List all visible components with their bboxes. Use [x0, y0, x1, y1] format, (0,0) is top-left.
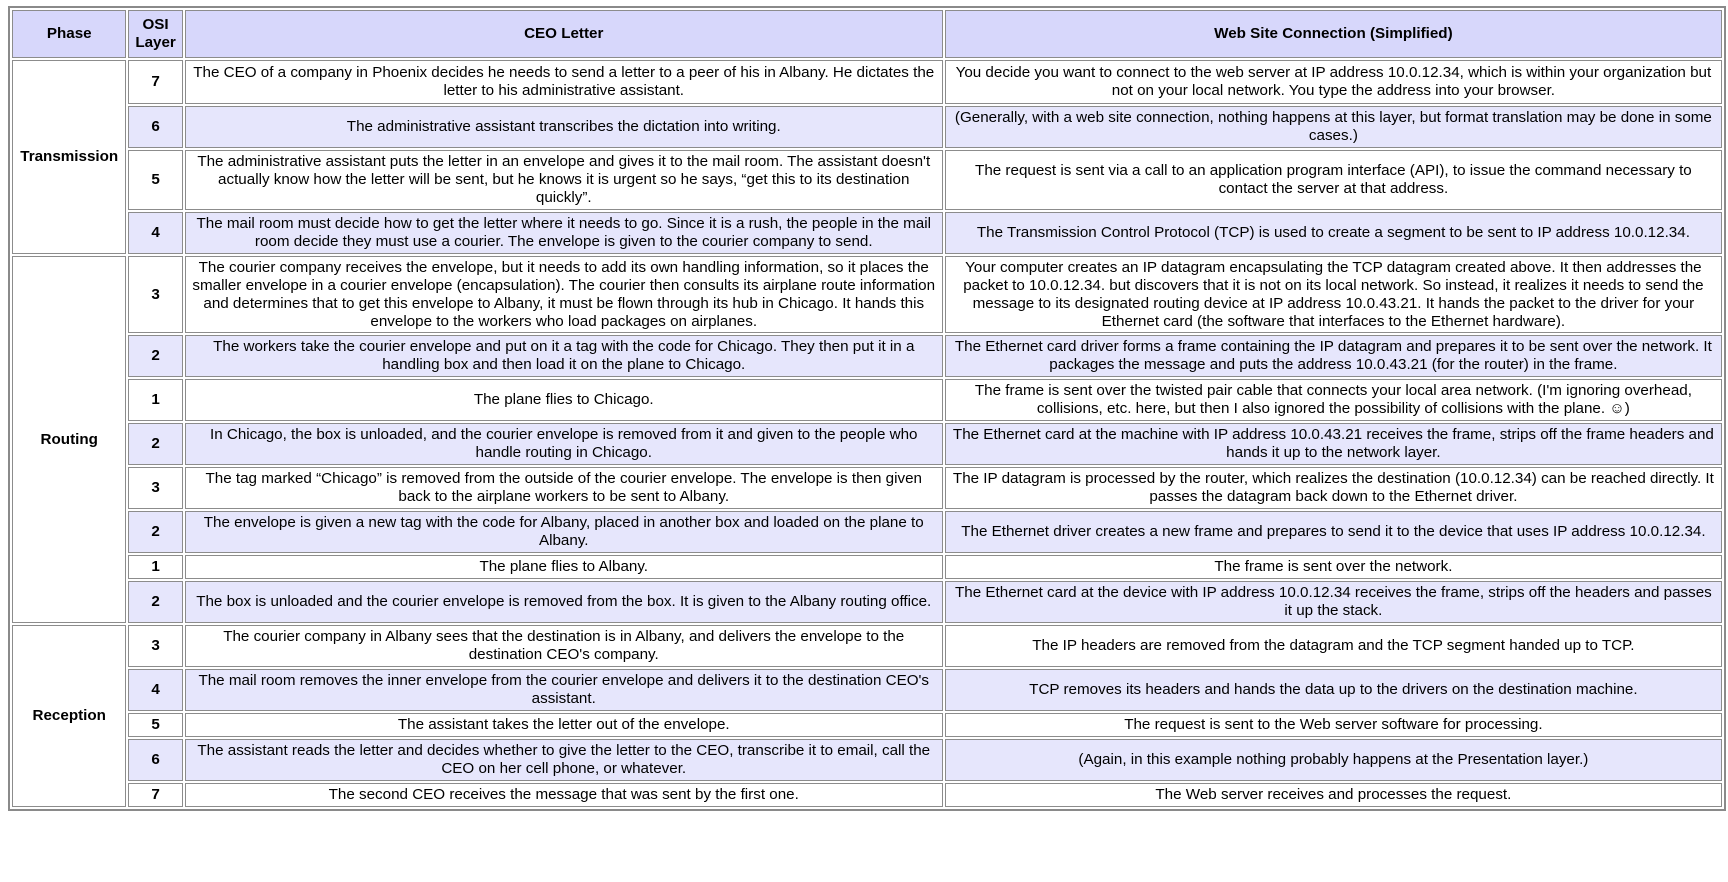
ceo-letter-cell: The mail room must decide how to get the letter where it needs to go. Since it is a rush, the people in the mail room decide they must use a courier. The envelope is given to the courier company to send.: [185, 212, 943, 254]
ceo-letter-cell: The administrative assistant transcribes the dictation into writing.: [185, 106, 943, 148]
layer-cell: 5: [128, 713, 182, 737]
ceo-letter-cell: The assistant reads the letter and decides whether to give the letter to the CEO, transcribe it to email, call the CEO on her cell phone, or whatever.: [185, 739, 943, 781]
web-site-cell: The IP headers are removed from the datagram and the TCP segment handed up to TCP.: [945, 625, 1722, 667]
table-row: [12, 783, 1722, 807]
layer-cell: 3: [128, 467, 182, 509]
ceo-letter-cell: The plane flies to Chicago.: [185, 379, 943, 421]
table-row: [12, 335, 1722, 377]
ceo-letter-cell: In Chicago, the box is unloaded, and the courier envelope is removed from it and given to the people who handle routing in Chicago.: [185, 423, 943, 465]
web-site-cell: The IP datagram is processed by the router, which realizes the destination (10.0.12.34) can be reached directly. It passes the datagram back down to the Ethernet driver.: [945, 467, 1722, 509]
web-site-cell: The request is sent via a call to an application program interface (API), to issue the command necessary to contact the server at that address.: [945, 150, 1722, 210]
layer-cell: 2: [128, 581, 182, 623]
web-site-cell: The Ethernet driver creates a new frame and prepares to send it to the device that uses IP address 10.0.12.34.: [945, 511, 1722, 553]
web-site-cell: The Web server receives and processes the request.: [945, 783, 1722, 807]
table-row: [12, 212, 1722, 254]
table-row: [12, 423, 1722, 465]
web-site-cell: The frame is sent over the network.: [945, 555, 1722, 579]
ceo-letter-cell: The workers take the courier envelope and put on it a tag with the code for Chicago. They then put it in a handling box and then load it on the plane to Chicago.: [185, 335, 943, 377]
layer-cell: 1: [128, 379, 182, 421]
layer-cell: 7: [128, 60, 182, 104]
ceo-letter-cell: The second CEO receives the message that was sent by the first one.: [185, 783, 943, 807]
web-site-cell: (Again, in this example nothing probably happens at the Presentation layer.): [945, 739, 1722, 781]
web-site-cell: The request is sent to the Web server software for processing.: [945, 713, 1722, 737]
web-site-cell: (Generally, with a web site connection, nothing happens at this layer, but format translation may be done in some cases.): [945, 106, 1722, 148]
web-site-cell: The Ethernet card driver forms a frame containing the IP datagram and prepares it to be sent over the network. It packages the message and puts the address 10.0.43.21 (for the router) in the frame.: [945, 335, 1722, 377]
table-row: [12, 379, 1722, 421]
layer-cell: 6: [128, 739, 182, 781]
layer-cell: 2: [128, 511, 182, 553]
web-site-cell: The frame is sent over the twisted pair cable that connects your local area network. (I'm ignoring overhead, collisions, etc. here, but then I also ignored the possibility of collisions with the plane. ☺): [945, 379, 1722, 421]
web-site-cell: The Transmission Control Protocol (TCP) is used to create a segment to be sent to IP address 10.0.12.34.: [945, 212, 1722, 254]
phase-routing: Routing: [12, 256, 126, 623]
layer-cell: 7: [128, 783, 182, 807]
table-row: [12, 581, 1722, 623]
ceo-letter-cell: The courier company in Albany sees that the destination is in Albany, and delivers the envelope to the destination CEO's company.: [185, 625, 943, 667]
ceo-letter-cell: The envelope is given a new tag with the code for Albany, placed in another box and loaded on the plane to Albany.: [185, 511, 943, 553]
table-row: [12, 256, 1722, 333]
table-row: [12, 713, 1722, 737]
header-web-site-connection: Web Site Connection (Simplified): [945, 10, 1722, 58]
table-row: [12, 467, 1722, 509]
layer-cell: 3: [128, 256, 182, 333]
table-row: [12, 150, 1722, 210]
layer-cell: 4: [128, 212, 182, 254]
table-row: [12, 625, 1722, 667]
web-site-cell: The Ethernet card at the machine with IP address 10.0.43.21 receives the frame, strips off the frame headers and hands it up to the network layer.: [945, 423, 1722, 465]
layer-cell: 2: [128, 423, 182, 465]
layer-cell: 4: [128, 669, 182, 711]
ceo-letter-cell: The courier company receives the envelope, but it needs to add its own handling information, so it places the smaller envelope in a courier envelope (encapsulation). The courier then consults its airplane route information and determines that to get this envelope to Albany, it must be flown through its hub in Chicago. It hands this envelope to the workers who load packages on airplanes.: [185, 256, 943, 333]
ceo-letter-cell: The assistant takes the letter out of the envelope.: [185, 713, 943, 737]
header-ceo-letter: CEO Letter: [185, 10, 943, 58]
ceo-letter-cell: The box is unloaded and the courier envelope is removed from the box. It is given to the Albany routing office.: [185, 581, 943, 623]
ceo-letter-cell: The tag marked “Chicago” is removed from the outside of the courier envelope. The envelope is then given back to the airplane workers to be sent to Albany.: [185, 467, 943, 509]
web-site-cell: TCP removes its headers and hands the data up to the drivers on the destination machine.: [945, 669, 1722, 711]
web-site-cell: Your computer creates an IP datagram encapsulating the TCP datagram created above. It then addresses the packet to 10.0.12.34. but discovers that it is not on its local network. So instead, it realizes it needs to send the message to its designated routing device at IP address 10.0.43.21. It hands the packet to the driver for your Ethernet card (the software that interfaces to the Ethernet hardware).: [945, 256, 1722, 333]
ceo-letter-cell: The plane flies to Albany.: [185, 555, 943, 579]
header-row: [12, 10, 1722, 58]
osi-comparison-page: [8, 6, 1726, 811]
table-row: [12, 669, 1722, 711]
ceo-letter-cell: The administrative assistant puts the letter in an envelope and gives it to the mail room. The assistant doesn't actually know how the letter will be sent, but he knows it is urgent so he says, “get this to its destination quickly”.: [185, 150, 943, 210]
table-row: [12, 555, 1722, 579]
phase-reception: Reception: [12, 625, 126, 807]
layer-cell: 6: [128, 106, 182, 148]
layer-cell: 2: [128, 335, 182, 377]
table-row: [12, 511, 1722, 553]
phase-transmission: Transmission: [12, 60, 126, 254]
ceo-letter-cell: The mail room removes the inner envelope from the courier envelope and delivers it to the destination CEO's assistant.: [185, 669, 943, 711]
web-site-cell: You decide you want to connect to the web server at IP address 10.0.12.34, which is within your organization but not on your local network. You type the address into your browser.: [945, 60, 1722, 104]
table-row: [12, 739, 1722, 781]
osi-comparison-table: [10, 8, 1724, 809]
layer-cell: 5: [128, 150, 182, 210]
layer-cell: 1: [128, 555, 182, 579]
layer-cell: 3: [128, 625, 182, 667]
header-phase: Phase: [12, 10, 126, 58]
header-osi-layer: OSI Layer: [128, 10, 182, 58]
web-site-cell: The Ethernet card at the device with IP address 10.0.12.34 receives the frame, strips off the headers and passes it up the stack.: [945, 581, 1722, 623]
table-row: [12, 60, 1722, 104]
ceo-letter-cell: The CEO of a company in Phoenix decides he needs to send a letter to a peer of his in Albany. He dictates the letter to his administrative assistant.: [185, 60, 943, 104]
table-row: [12, 106, 1722, 148]
